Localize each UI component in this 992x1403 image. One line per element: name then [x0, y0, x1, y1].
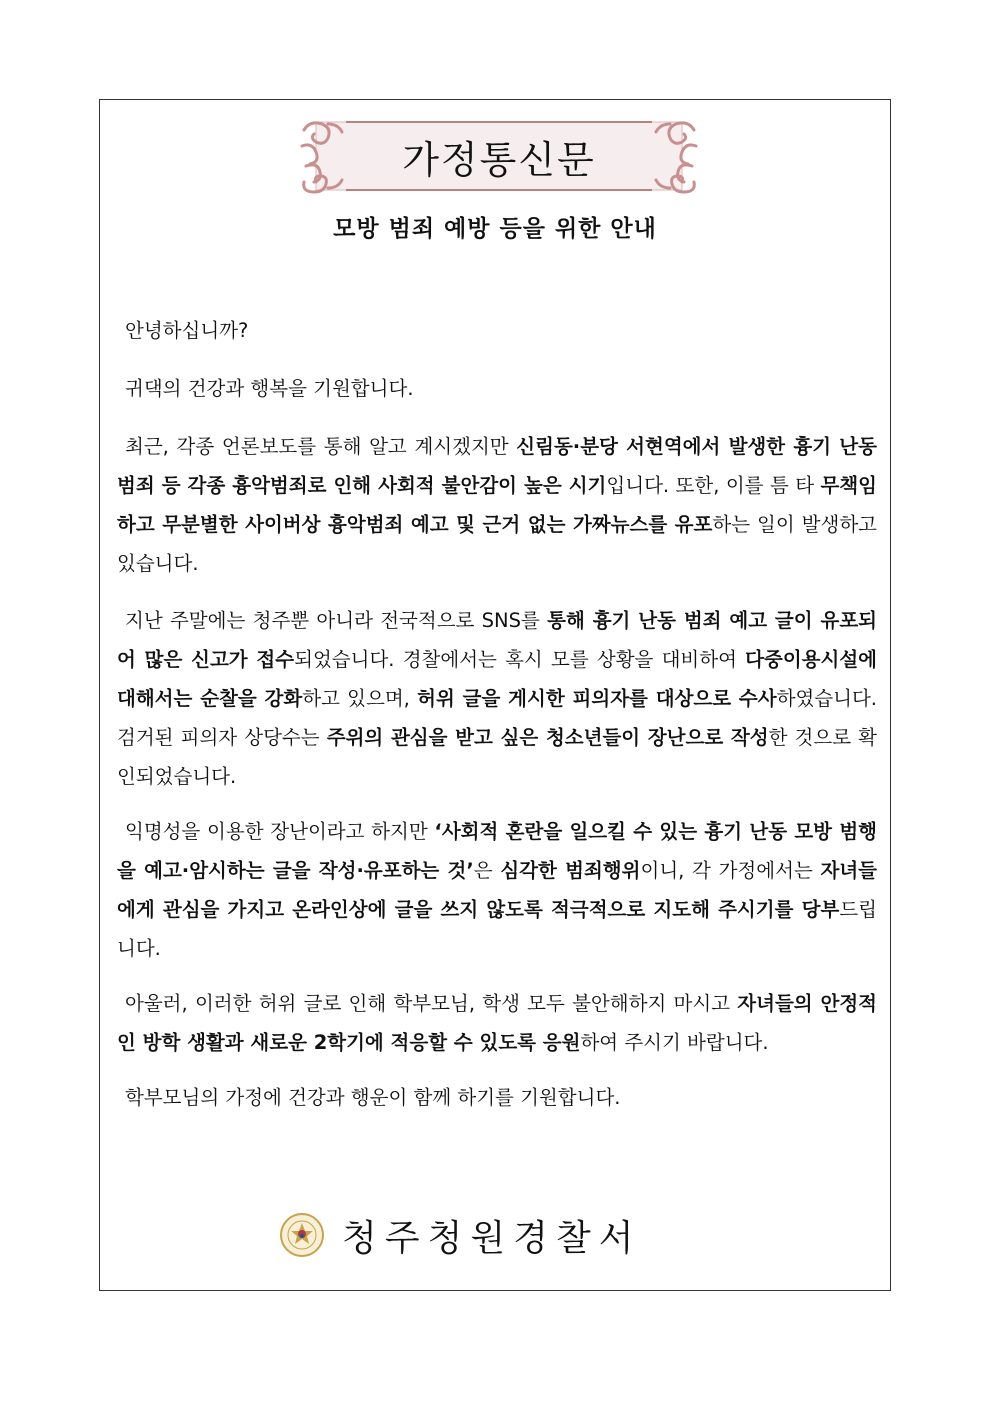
body-text: 드립니다. [117, 898, 877, 960]
paragraph-2 [117, 601, 877, 796]
wish-line: 귀댁의 건강과 행복을 기원합니다. [125, 377, 414, 400]
body-text: 지난 주말에는 청주뿐 아니라 전국적으로 SNS를 [125, 609, 548, 632]
emphasized-text: ‘사회적 혼란을 일으킬 수 있는 흉기 난동 모방 범행을 예고·암시하는 글을 작성·유포하는 것’ [117, 820, 877, 882]
body-text: 하고 있으며, [302, 687, 418, 710]
emphasized-text: 신림동·분당 서현역에서 발생한 흉기 난동 범죄 등 각종 흉악범죄로 인해 사회적 불안감이 높은 시기 [117, 435, 877, 497]
page-subtitle: 모방 범죄 예방 등을 위한 안내 [333, 216, 657, 242]
body-text: 이니, 각 가정에서는 [640, 859, 821, 882]
emphasized-text: 주위의 관심을 받고 싶은 청소년들이 장난으로 작성 [326, 726, 769, 749]
closing-line: 학부모님의 가정에 건강과 행운이 함께 하기를 기원합니다. [125, 1086, 621, 1109]
emphasized-text: 심각한 범죄행위 [500, 859, 641, 882]
body-text: 한 것으로 확인되었습니다. [117, 726, 878, 788]
emphasized-text: 자녀들의 안정적인 방학 생활과 새로운 2학기에 적응할 수 있도록 응원 [117, 992, 877, 1054]
body-text: 아울러, 이러한 허위 글로 인해 학부모님, 학생 모두 불안해하지 마시고 [125, 992, 738, 1015]
page-title: 가정통신문 [402, 137, 596, 182]
paragraph-3 [117, 812, 877, 968]
body-text: 최근, 각종 언론보도를 통해 알고 계시겠지만 [125, 435, 517, 458]
police-station-name: 청주청원경찰서 [342, 1217, 642, 1259]
body-text: 하는 일이 발생하고 있습니다. [117, 513, 878, 575]
paragraph-1 [117, 427, 877, 583]
police-emblem-icon [280, 1213, 324, 1257]
body-text: 은 [473, 859, 501, 882]
body-text: 하여 주시기 바랍니다. [580, 1031, 769, 1054]
emphasized-text: 자녀들에게 관심을 가지고 온라인상에 글을 쓰지 않도록 적극적으로 지도해 주시기를 당부 [117, 859, 877, 921]
emphasized-text: 다중이용시설에 대해서는 순찰을 강화 [117, 648, 877, 710]
letter-body [117, 311, 877, 1117]
greeting: 안녕하십니까? [125, 319, 249, 342]
title-banner [298, 116, 700, 196]
body-text: 익명성을 이용한 장난이라고 하지만 [125, 820, 435, 843]
body-text: 하였습니다. 검거된 피의자 상당수는 [117, 687, 877, 749]
body-text: 되었습니다. 경찰에서는 혹시 모를 상황을 대비하여 [294, 648, 746, 671]
paragraph-4 [117, 984, 877, 1062]
signature-block [280, 1210, 641, 1260]
emphasized-text: 통해 흉기 난동 범죄 예고 글이 유포되어 많은 신고가 접수 [117, 609, 877, 671]
body-text: 입니다. 또한, 이를 틈 타 [606, 474, 821, 497]
emphasized-text: 무책임하고 무분별한 사이버상 흉악범죄 예고 및 근거 없는 가짜뉴스를 유포 [117, 474, 877, 536]
emphasized-text: 허위 글을 게시한 피의자를 대상으로 수사 [417, 687, 777, 710]
